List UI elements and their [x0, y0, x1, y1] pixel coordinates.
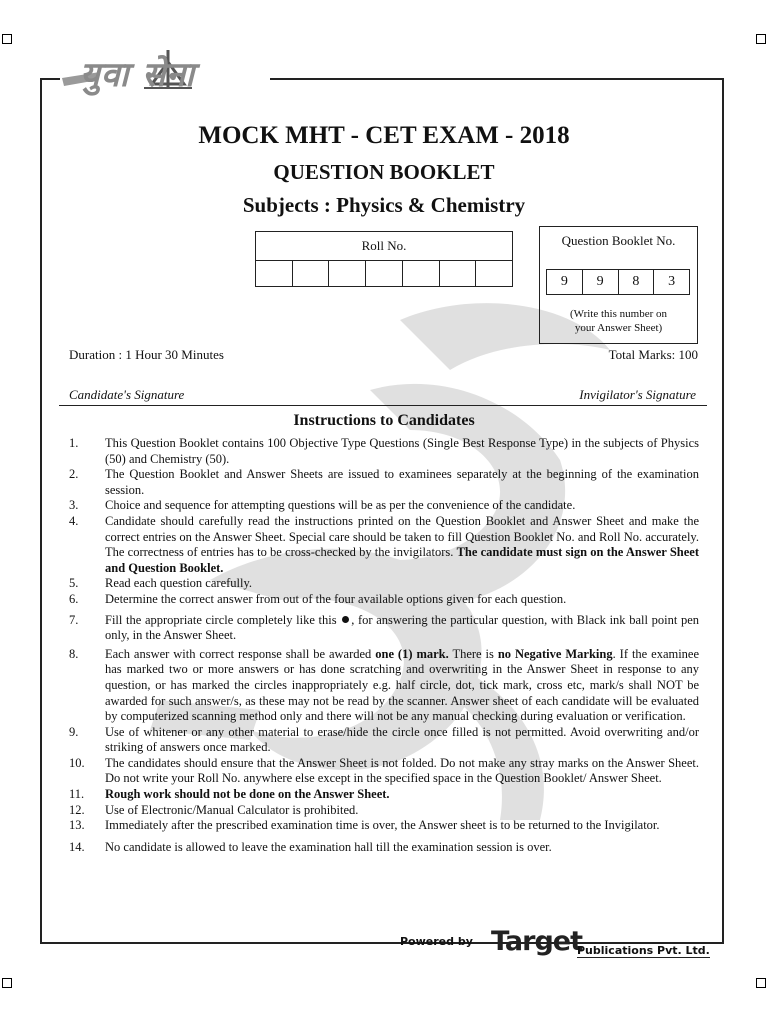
crop-mark-top-left: [2, 34, 12, 44]
instruction-item: [69, 613, 699, 644]
instruction-number: 6.: [69, 591, 79, 606]
instruction-plain: Each answer with correct response shall be awarded: [105, 646, 372, 661]
roll-number-label: Roll No.: [361, 238, 407, 253]
booklet-digit: 3: [653, 270, 689, 294]
instruction-text: Immediately after the prescribed examination time is over, the Answer sheet is to be returned to the Invigilator.: [105, 818, 660, 833]
booklet-number-digits: [546, 269, 690, 295]
roll-number-cell[interactable]: [328, 261, 365, 287]
instruction-text: Use of Electronic/Manual Calculator is prohibited.: [105, 802, 359, 817]
instruction-item: [69, 467, 699, 498]
instruction-bold: Rough work should not be done on the Answer Sheet.: [105, 787, 390, 802]
roll-number-cell[interactable]: [439, 261, 476, 287]
powered-by-label: Powered by: [400, 935, 473, 948]
booklet-note-line: (Write this number on: [569, 308, 667, 320]
crop-mark-bottom-left: [2, 978, 12, 988]
instruction-number: 13.: [69, 818, 85, 833]
invigilator-signature-label: Invigilator's Signature: [579, 387, 696, 402]
subjects-line: Subjects : Physics & Chemistry: [242, 193, 526, 217]
instruction-number: 9.: [69, 724, 79, 739]
instruction-text: Determine the correct answer from out of the four available options given for each question.: [105, 591, 567, 606]
instruction-item: [69, 592, 699, 608]
instruction-item: [69, 576, 699, 592]
instruction-bold: one (1) mark.: [375, 646, 449, 661]
instruction-text: [105, 647, 699, 725]
roll-number-box: [255, 231, 513, 287]
crop-mark-bottom-right: [756, 978, 766, 988]
candidate-signature-label: Candidate's Signature: [69, 387, 185, 402]
instruction-plain: , for answering the particular question, with Black ink ball point pen only, in the Answer Sheet.: [105, 612, 699, 643]
duration-text: Duration : 1 Hour 30 Minutes: [69, 347, 224, 362]
booklet-number-note: [540, 307, 697, 335]
instruction-item: [69, 818, 699, 834]
instruction-plain: There is: [452, 646, 494, 661]
instructions-heading: Instructions to Candidates: [293, 412, 475, 429]
booklet-digit: 8: [618, 270, 654, 294]
instruction-number: 11.: [69, 787, 85, 802]
instruction-text: The candidates should ensure that the Answer Sheet is not folded. Do not make any stray marks on the Answer Sheet. Do not write your Roll No. anywhere else except in the specified space in the Question Booklet/ Answer Sheet.: [105, 755, 699, 786]
instruction-item: [69, 803, 699, 819]
logo-text: युवा सेना: [80, 55, 195, 95]
booklet-digit: 9: [560, 274, 568, 289]
instruction-number: 10.: [69, 755, 85, 770]
instruction-number: 8.: [69, 646, 79, 661]
instruction-text: No candidate is allowed to leave the examination hall till the examination session is over.: [105, 839, 552, 854]
instruction-item: [69, 787, 699, 803]
roll-number-cell[interactable]: [292, 261, 329, 287]
instruction-text: The Question Booklet and Answer Sheets are issued to examinees separately at the beginning of the examination session.: [105, 467, 699, 497]
instruction-text: This Question Booklet contains 100 Objective Type Questions (Single Best Response Type) in the subjects of Physics (50) and Chemistry (50).: [105, 436, 699, 466]
instruction-text: [105, 613, 699, 644]
instruction-plain: Fill the appropriate circle completely like this: [105, 612, 337, 627]
instruction-text: Choice and sequence for attempting questions will be as per the convenience of the candidate.: [105, 498, 576, 513]
instruction-number: 12.: [69, 802, 85, 817]
booklet-number-box: [539, 226, 698, 344]
booklet-note-line: your Answer Sheet): [574, 322, 663, 334]
instruction-item: [69, 756, 699, 787]
instruction-number: 5.: [69, 576, 79, 591]
instruction-bold: The candidate must sign on the Answer Sheet and Question Booklet.: [105, 545, 699, 575]
total-marks-text: Total Marks: 100: [608, 347, 698, 362]
yuva-sena-logo: [60, 44, 275, 114]
instruction-number: 1.: [69, 436, 79, 450]
instruction-text: Use of whitener or any other material to erase/hide the circle once filled is not permitted. Avoid overwriting and/or striking of answers once marked.: [105, 724, 699, 755]
booklet-number-label: Question Booklet No.: [561, 233, 676, 248]
instruction-item: [69, 514, 699, 576]
roll-number-cells: [256, 260, 512, 287]
roll-number-cell[interactable]: [402, 261, 439, 287]
booklet-digit: 9: [582, 270, 618, 294]
instructions-list: [69, 436, 699, 855]
instruction-number: 14.: [69, 839, 85, 854]
roll-number-cell[interactable]: [365, 261, 402, 287]
instruction-text: [105, 514, 699, 576]
roll-number-cell[interactable]: [256, 261, 292, 287]
signature-divider: [59, 405, 707, 406]
instruction-item: [69, 647, 699, 725]
roll-number-cell[interactable]: [475, 261, 512, 287]
instruction-number: 4.: [69, 513, 79, 528]
target-brand-logo: Target: [491, 926, 583, 957]
crop-mark-top-right: [756, 34, 766, 44]
instruction-bold: no Negative Marking: [497, 646, 613, 661]
instruction-number: 2.: [69, 467, 79, 482]
filled-circle-icon: [342, 616, 349, 623]
exam-title: MOCK MHT - CET EXAM - 2018: [198, 122, 570, 149]
instruction-plain: Candidate should carefully read the instructions printed on the Question Booklet and Answer Sheet and make the correct entries on the Answer Sheet. Special care should be taken to fill Question Booklet No. and Roll No. accurately. The correctness of entries has to be cross-checked by the invigilators.: [105, 513, 699, 560]
instruction-text: [105, 787, 699, 803]
instruction-text: Read each question carefully.: [105, 576, 253, 591]
instruction-item: [69, 498, 699, 514]
instruction-plain: . If the examinee has marked two or more answers or has done scratching and overwriting in the Answer Sheet in response to any question, or has marked the circles inappropriately e.g. half circle, dot, tick mark, cross etc, mark/s shall NOT be awarded for such answer/s, as these may not be read by the scanner. Answer sheet of each candidate will be evaluated by computerized scanning method only and there will not be any manual checking during evaluation or verification.: [105, 646, 700, 724]
instruction-item: [69, 436, 699, 467]
instruction-item: [69, 840, 699, 856]
publisher-name: Publications Pvt. Ltd.: [577, 944, 710, 957]
instruction-number: 3.: [69, 498, 79, 513]
instruction-number: 7.: [69, 612, 79, 627]
instruction-item: [69, 725, 699, 756]
booklet-subtitle: QUESTION BOOKLET: [273, 160, 495, 184]
